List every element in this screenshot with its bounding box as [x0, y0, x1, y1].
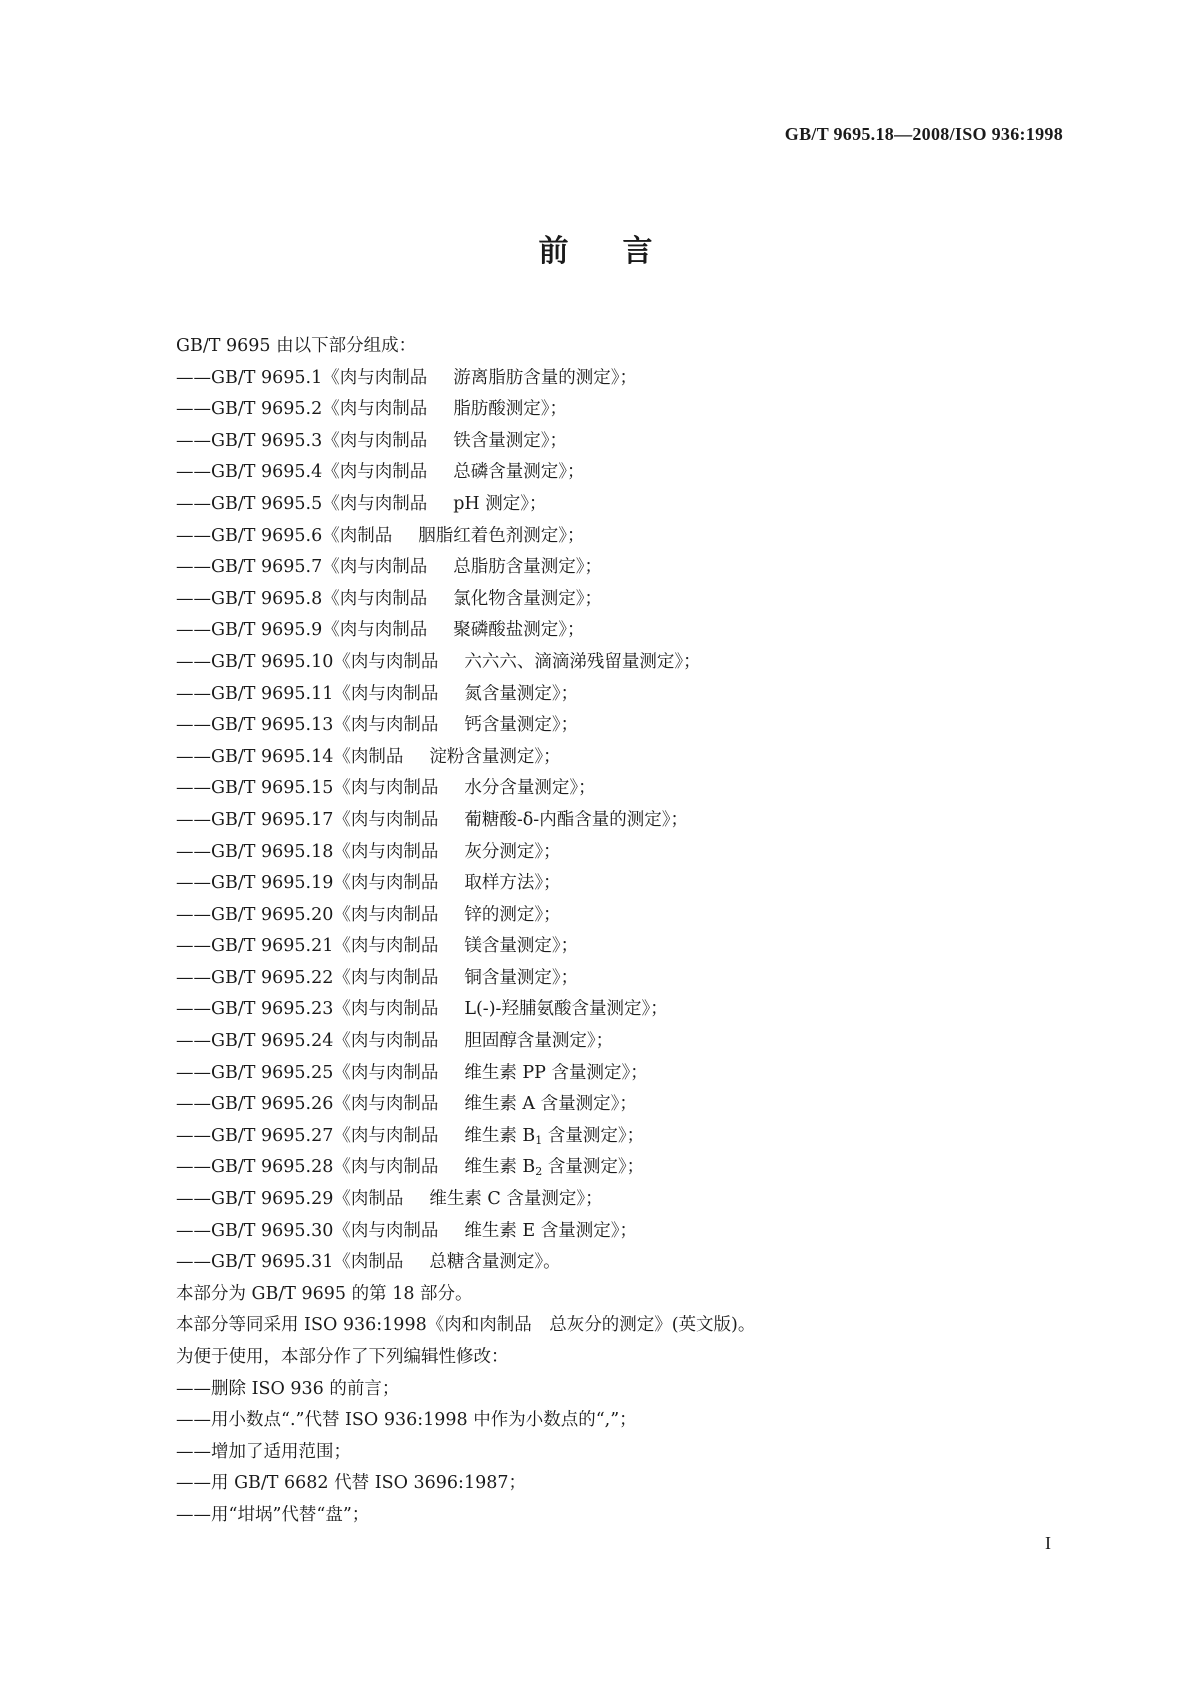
- part-code: ——GB/T 9695.28: [176, 1157, 334, 1178]
- part-code: ——GB/T 9695.10: [176, 651, 334, 672]
- part-topic: 维生素 B: [464, 1157, 536, 1178]
- part-group: 《肉与肉制品: [322, 557, 428, 578]
- part-group: 《肉与肉制品: [322, 462, 428, 483]
- part-code: ——GB/T 9695.9: [176, 620, 323, 641]
- part-group: 《肉制品: [333, 1189, 404, 1210]
- part-code: ——GB/T 9695.26: [176, 1094, 334, 1115]
- part-code: ——GB/T 9695.30: [176, 1220, 334, 1241]
- part-code: ——GB/T 9695.14: [176, 746, 334, 767]
- part-topic: 维生素 A 含量测定》；: [464, 1094, 637, 1115]
- part-topic: 氮含量测定》；: [464, 683, 579, 704]
- part-topic: 淀粉含量测定》；: [429, 746, 561, 767]
- part-group: 《肉与肉制品: [322, 430, 428, 451]
- part-list-item: [176, 994, 1056, 1026]
- paragraph: 本部分等同采用 ISO 936:1998《肉和肉制品 总灰分的测定》(英文版)。: [176, 1315, 756, 1336]
- part-topic: 聚磷酸盐测定》；: [453, 620, 585, 641]
- page-number: I: [1045, 1533, 1051, 1553]
- part-list-item: [176, 805, 1056, 837]
- part-code: ——GB/T 9695.8: [176, 588, 323, 609]
- part-topic: 葡糖酸-δ-内酯含量的测定》；: [464, 809, 688, 830]
- paragraph: 本部分为 GB/T 9695 的第 18 部分。: [176, 1283, 473, 1304]
- part-topic: 总脂肪含量测定》；: [453, 557, 602, 578]
- part-code: ——GB/T 9695.7: [176, 557, 323, 578]
- part-code: ——GB/T 9695.27: [176, 1125, 334, 1146]
- part-list-item: [176, 1247, 1056, 1279]
- part-code: ——GB/T 9695.13: [176, 715, 334, 736]
- part-code: ——GB/T 9695.21: [176, 936, 334, 957]
- page-title: 前言: [538, 234, 707, 269]
- modification-item: ——用小数点“.”代替 ISO 936:1998 中作为小数点的“,”；: [176, 1410, 637, 1431]
- part-group: 《肉与肉制品: [333, 841, 439, 862]
- part-topic: 铁含量测定》；: [453, 430, 567, 451]
- part-code: ——GB/T 9695.25: [176, 1062, 334, 1083]
- part-group: 《肉与肉制品: [333, 1125, 439, 1146]
- part-topic: 脂肪酸测定》；: [453, 399, 567, 420]
- part-list-item: [176, 615, 1056, 647]
- part-topic: 胆固醇含量测定》；: [464, 1031, 614, 1052]
- part-list-item: [176, 773, 1056, 805]
- part-code: ——GB/T 9695.2: [176, 399, 323, 420]
- part-group: 《肉制品: [333, 1252, 404, 1273]
- part-topic: 游离脂肪含量的测定》；: [453, 367, 637, 388]
- part-group: 《肉与肉制品: [333, 809, 439, 830]
- part-topic-suffix: 含量测定》；: [542, 1125, 645, 1146]
- part-list-item: [176, 1184, 1056, 1216]
- part-list-item: [176, 931, 1056, 963]
- part-group: 《肉与肉制品: [322, 588, 428, 609]
- part-topic-suffix: 含量测定》；: [542, 1157, 645, 1178]
- part-list-item: [176, 521, 1056, 553]
- part-list-item: [176, 1089, 1056, 1121]
- part-list-item: [176, 363, 1056, 395]
- part-code: ——GB/T 9695.5: [176, 493, 323, 514]
- part-topic: 维生素 PP 含量测定》；: [464, 1062, 648, 1083]
- intro-line: GB/T 9695 由以下部分组成：: [176, 336, 417, 356]
- part-code: ——GB/T 9695.20: [176, 904, 334, 925]
- part-group: 《肉与肉制品: [322, 493, 428, 514]
- modification-item: ——删除 ISO 936 的前言；: [176, 1378, 400, 1399]
- part-list-item: [176, 1152, 1056, 1184]
- modification-item: ——用 GB/T 6682 代替 ISO 3696:1987；: [176, 1473, 526, 1494]
- part-topic: 取样方法》；: [464, 873, 561, 894]
- document-body: [176, 331, 1056, 1532]
- part-code: ——GB/T 9695.19: [176, 873, 334, 894]
- part-topic: 胭脂红着色剂测定》；: [418, 525, 585, 546]
- part-code: ——GB/T 9695.11: [176, 683, 334, 704]
- part-list-item: [176, 1058, 1056, 1090]
- part-code: ——GB/T 9695.29: [176, 1189, 334, 1210]
- part-topic: 镁含量测定》；: [464, 936, 579, 957]
- part-topic-subscript: 2: [535, 1165, 543, 1179]
- part-list-item: [176, 1121, 1056, 1153]
- part-code: ——GB/T 9695.1: [176, 367, 323, 388]
- part-topic-subscript: 1: [535, 1133, 543, 1147]
- part-group: 《肉与肉制品: [322, 399, 428, 420]
- part-group: 《肉与肉制品: [333, 936, 439, 957]
- part-list-item: [176, 489, 1056, 521]
- part-code: ——GB/T 9695.18: [176, 841, 334, 862]
- part-group: 《肉与肉制品: [333, 999, 439, 1020]
- part-topic: 维生素 C 含量测定》；: [429, 1189, 603, 1210]
- part-list-item: [176, 679, 1056, 711]
- part-code: ——GB/T 9695.31: [176, 1252, 334, 1273]
- part-code: ——GB/T 9695.17: [176, 809, 334, 830]
- part-group: 《肉与肉制品: [333, 1220, 439, 1241]
- part-code: ——GB/T 9695.23: [176, 999, 334, 1020]
- part-group: 《肉与肉制品: [333, 651, 439, 672]
- part-list-item: [176, 710, 1056, 742]
- part-group: 《肉制品: [322, 525, 393, 546]
- part-list-item: [176, 837, 1056, 869]
- parts-list: [176, 363, 1056, 1279]
- part-group: 《肉与肉制品: [322, 367, 428, 388]
- part-topic: 水分含量测定》；: [464, 778, 596, 799]
- part-list-item: [176, 742, 1056, 774]
- part-code: ——GB/T 9695.4: [176, 462, 323, 483]
- part-topic: 氯化物含量测定》；: [453, 588, 602, 609]
- part-code: ——GB/T 9695.3: [176, 430, 323, 451]
- part-list-item: [176, 963, 1056, 995]
- part-list-item: [176, 1216, 1056, 1248]
- part-group: 《肉与肉制品: [333, 1094, 439, 1115]
- part-list-item: [176, 552, 1056, 584]
- part-group: 《肉制品: [333, 746, 404, 767]
- part-group: 《肉与肉制品: [333, 715, 439, 736]
- part-group: 《肉与肉制品: [322, 620, 428, 641]
- modification-item: ——增加了适用范围；: [176, 1441, 351, 1462]
- part-group: 《肉与肉制品: [333, 683, 439, 704]
- part-topic: pH 测定》；: [453, 493, 547, 514]
- part-list-item: [176, 394, 1056, 426]
- part-topic: 六六六、滴滴涕残留量测定》；: [464, 651, 701, 672]
- paragraph: 为便于使用，本部分作了下列编辑性修改：: [176, 1347, 509, 1367]
- part-group: 《肉与肉制品: [333, 1062, 439, 1083]
- standard-code: GB/T 9695.18—2008/ISO 936:1998: [784, 124, 1063, 144]
- part-group: 《肉与肉制品: [333, 1031, 439, 1052]
- part-group: 《肉与肉制品: [333, 967, 439, 988]
- modification-item: ——用“坩埚”代替“盘”；: [176, 1504, 370, 1525]
- part-topic: 维生素 B: [464, 1125, 536, 1146]
- part-list-item: [176, 1026, 1056, 1058]
- part-group: 《肉与肉制品: [333, 904, 439, 925]
- part-topic: 总磷含量测定》；: [453, 462, 585, 483]
- part-topic: L(-)-羟脯氨酸含量测定》；: [464, 999, 668, 1020]
- part-list-item: [176, 584, 1056, 616]
- part-code: ——GB/T 9695.6: [176, 525, 323, 546]
- part-topic: 锌的测定》；: [464, 904, 561, 925]
- part-list-item: [176, 457, 1056, 489]
- part-group: 《肉与肉制品: [333, 778, 439, 799]
- part-group: 《肉与肉制品: [333, 873, 439, 894]
- part-list-item: [176, 900, 1056, 932]
- part-topic: 灰分测定》；: [464, 841, 561, 862]
- part-code: ——GB/T 9695.15: [176, 778, 334, 799]
- part-topic: 铜含量测定》；: [464, 967, 579, 988]
- part-group: 《肉与肉制品: [333, 1157, 439, 1178]
- part-topic: 总糖含量测定》。: [429, 1252, 561, 1273]
- part-topic: 钙含量测定》；: [464, 715, 579, 736]
- part-code: ——GB/T 9695.24: [176, 1031, 334, 1052]
- part-topic: 维生素 E 含量测定》；: [464, 1220, 637, 1241]
- part-code: ——GB/T 9695.22: [176, 967, 334, 988]
- part-list-item: [176, 426, 1056, 458]
- part-list-item: [176, 647, 1056, 679]
- part-list-item: [176, 868, 1056, 900]
